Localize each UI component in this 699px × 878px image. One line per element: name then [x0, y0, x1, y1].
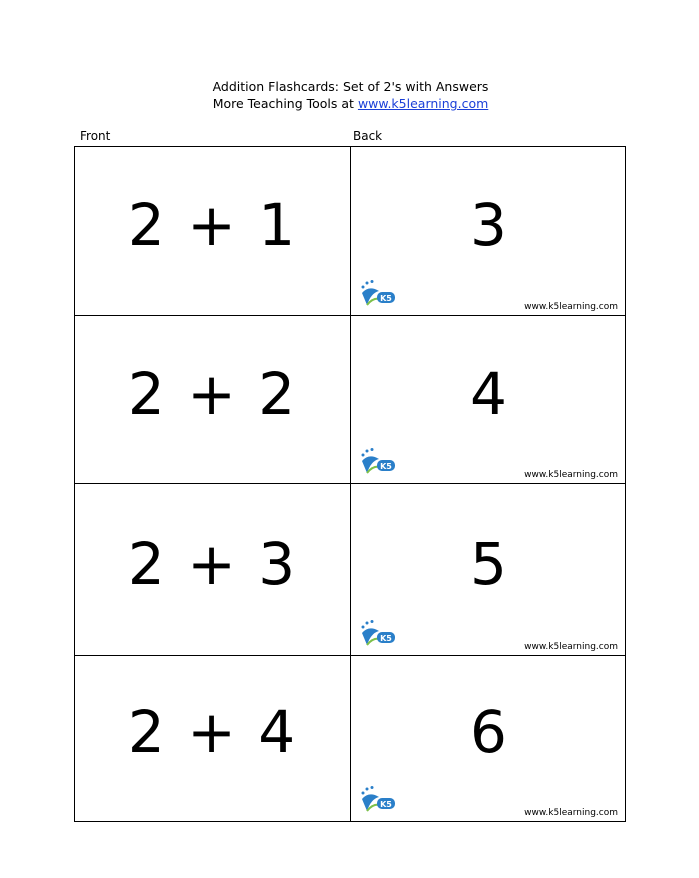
card-back — [351, 316, 626, 483]
flashcard-row — [75, 147, 625, 315]
card-url: www.k5learning.com — [524, 470, 618, 480]
logo-text: K5 — [380, 294, 392, 303]
page-subtitle — [2, 95, 699, 112]
card-back — [351, 147, 626, 315]
flashcard-row — [75, 655, 625, 821]
page-title: Addition Flashcards: Set of 2's with Answers — [212, 79, 489, 94]
card-front — [75, 147, 351, 315]
logo-text: K5 — [380, 462, 392, 471]
card-problem: 2 + 2 — [127, 360, 298, 428]
card-answer: 4 — [470, 360, 507, 428]
page-header — [0, 78, 699, 112]
flashcard-row — [75, 315, 625, 483]
card-problem: 2 + 3 — [127, 530, 298, 598]
card-url: www.k5learning.com — [524, 642, 618, 652]
k5-logo-icon — [357, 447, 401, 477]
card-problem: 2 + 4 — [127, 698, 298, 766]
card-url: www.k5learning.com — [524, 302, 618, 312]
k5learning-link[interactable]: www.k5learning.com — [357, 96, 489, 111]
card-problem: 2 + 1 — [127, 191, 298, 259]
card-answer: 6 — [470, 698, 507, 766]
k5-logo-icon — [357, 785, 401, 815]
k5-logo-icon — [357, 279, 401, 309]
flashcard-row — [75, 483, 625, 655]
flashcard-grid — [74, 146, 626, 822]
logo-text: K5 — [380, 634, 392, 643]
card-back — [351, 484, 626, 655]
front-column-label: Front — [80, 129, 111, 143]
logo-text: K5 — [380, 800, 392, 809]
card-front — [75, 484, 351, 655]
back-column-label: Back — [353, 129, 383, 143]
card-front — [75, 656, 351, 821]
card-answer: 3 — [470, 191, 507, 259]
subtitle-text: More Teaching Tools at — [212, 96, 354, 111]
card-back — [351, 656, 626, 821]
card-url: www.k5learning.com — [524, 808, 618, 818]
card-answer: 5 — [470, 530, 507, 598]
card-front — [75, 316, 351, 483]
k5-logo-icon — [357, 619, 401, 649]
